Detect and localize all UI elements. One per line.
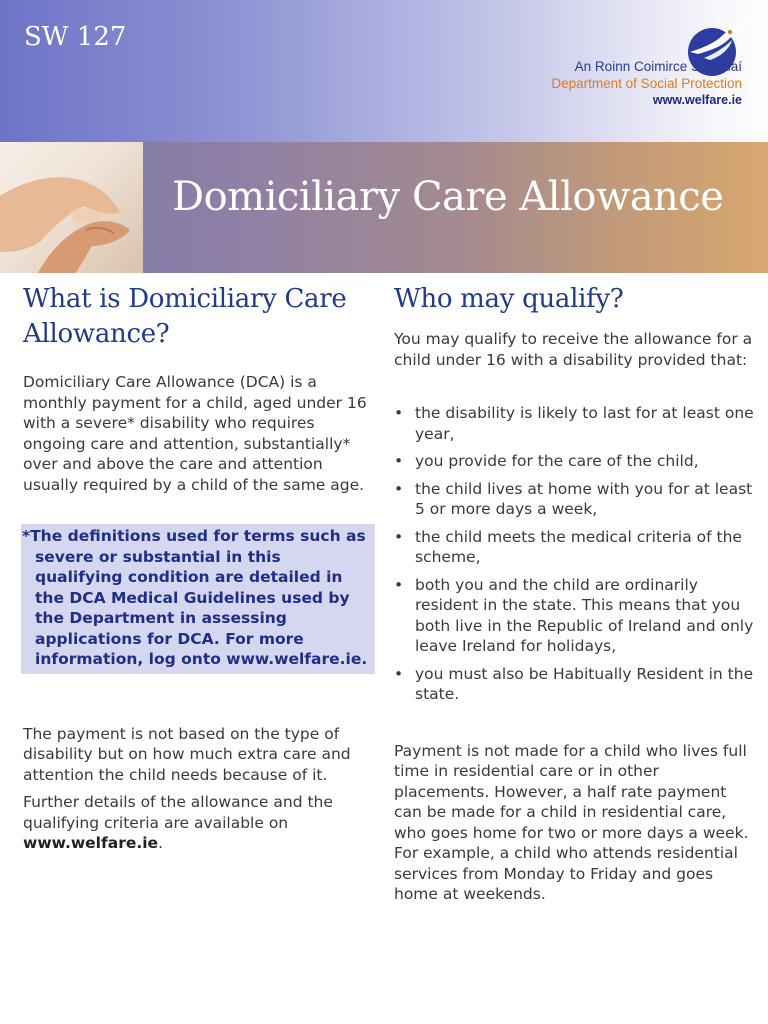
qualify-intro-paragraph: You may qualify to receive the allowance for a child under 16 with a disability provided that:: [394, 330, 753, 369]
right-column: [394, 282, 754, 905]
further-details-text: Further details of the allowance and the qualifying criteria are available on: [23, 793, 333, 832]
department-name-irish: An Roinn Coimirce Sóisialaí: [574, 59, 742, 74]
list-item: • you must also be Habitually Resident in the state.: [394, 664, 754, 705]
department-name-english: Department of Social Protection: [551, 76, 742, 91]
payment-basis-paragraph: The payment is not based on the type of disability but on how much extra care and attention the child needs because of it.: [23, 724, 351, 784]
form-code: SW 127: [24, 22, 127, 52]
left-column: [23, 282, 375, 854]
dca-intro-paragraph: Domiciliary Care Allowance (DCA) is a monthly payment for a child, aged under 16 with a severe* disability who requires ongoing care and attention, substantially* over and above the care and attention usually required by a child of the same age.: [23, 373, 367, 494]
list-item: • the child lives at home with you for at least 5 or more days a week,: [394, 479, 754, 520]
list-item: • the child meets the medical criteria of the scheme,: [394, 527, 754, 568]
definitions-note: *The definitions used for terms such as severe or substantial in this qualifying condition are detailed in the DCA Medical Guidelines used by the Department in assessing applications for DCA. For more information, log onto www.welfare.ie.: [21, 524, 375, 674]
list-item: • you provide for the care of the child,: [394, 451, 754, 472]
qualifying-conditions-list: [394, 403, 754, 705]
left-heading: What is Domiciliary Care Allowance?: [23, 284, 347, 349]
further-details-end: .: [158, 834, 164, 852]
header-website-link[interactable]: www.welfare.ie: [652, 93, 742, 107]
holding-hands-photo: [0, 142, 143, 273]
department-name: [551, 58, 742, 109]
further-details-paragraph: [23, 792, 375, 854]
residential-care-paragraph: Payment is not made for a child who lives full time in residential care or in other placements. However, a half rate payment can be made for a child in residential care, who goes home for two or more days a week. For example, a child who attends residential services from Monday to Friday and goes home at weekends.: [394, 741, 749, 903]
list-item: • both you and the child are ordinarily resident in the state. This means that you both live in the Republic of Ireland and only leave Ireland for holidays,: [394, 575, 754, 657]
right-heading: Who may qualify?: [394, 284, 624, 314]
document-title: Domiciliary Care Allowance: [172, 174, 724, 220]
list-item: • the disability is likely to last for at least one year,: [394, 403, 754, 444]
further-details-link[interactable]: www.welfare.ie: [23, 834, 159, 852]
